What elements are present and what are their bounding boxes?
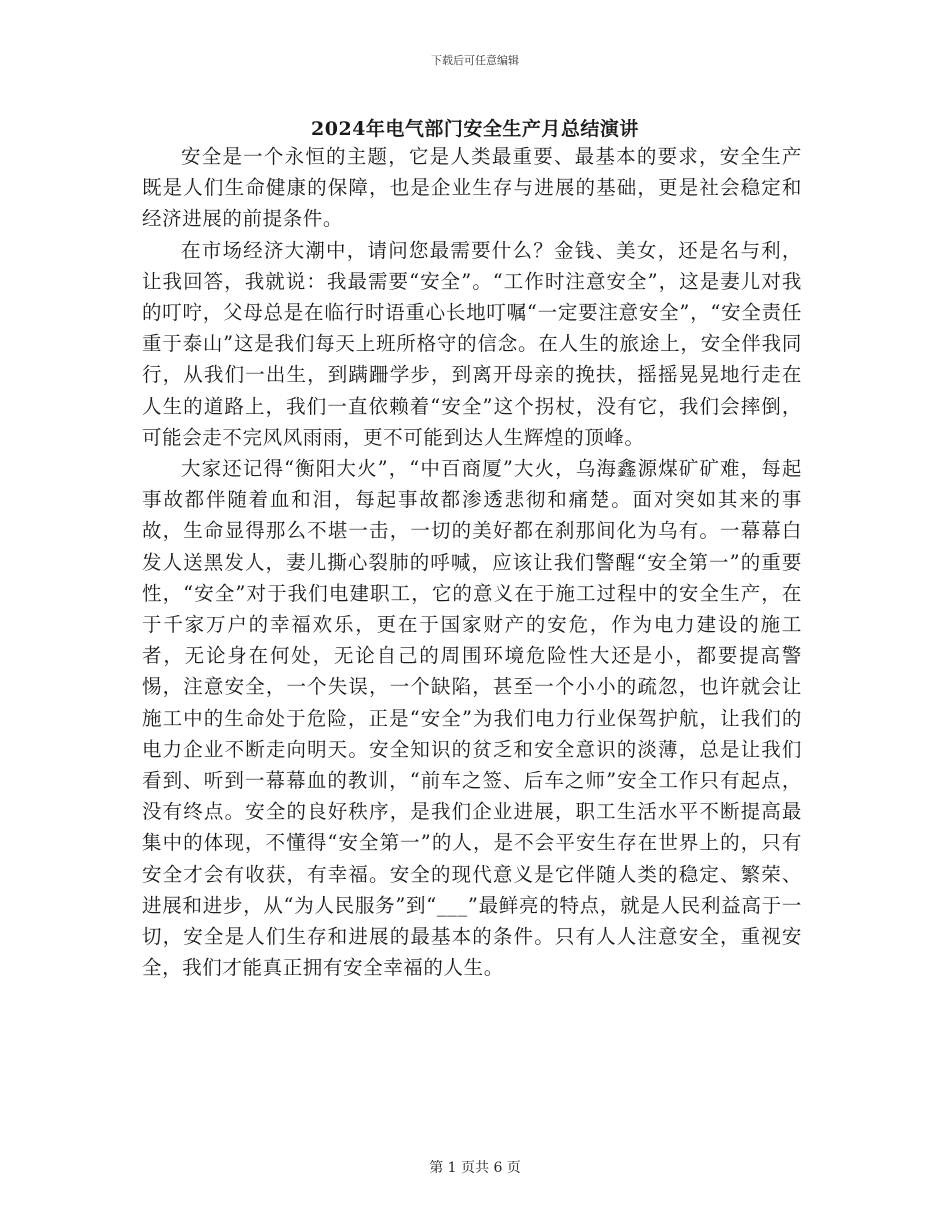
document-body (142, 141, 802, 983)
page-number-footer: 第 1 页共 6 页 (429, 1160, 521, 1176)
document-title: 2024年电气部门安全生产月总结演讲 (311, 118, 639, 140)
paragraph-1: 安全是一个永恒的主题，它是人类最重要、最基本的要求，安全生产既是人们生命健康的保障，也是企业生存与进展的基础，更是社会稳定和经济进展的前提条件。 (142, 145, 802, 231)
paragraph-3: 大家还记得“衡阳大火”，“中百商厦”大火，乌海鑫源煤矿矿难，每起事故都伴随着血和泪，每起事故都渗透悲彻和痛楚。面对突如其来的事故，生命显得那么不堪一击，一切的美好都在刹那间化为乌有。一幕幕白发人送黑发人，妻儿撕心裂肺的呼喊，应该让我们警醒“安全第一”的重要性，“安全”对于我们电建职工，它的意义在于施工过程中的安全生产，在于千家万户的幸福欢乐，更在于国家财产的安危，作为电力建设的施工者，无论身在何处，无论自己的周围环境危险性大还是小，都要提高警惕，注意安全，一个失误，一个缺陷，甚至一个小小的疏忽，也许就会让施工中的生命处于危险，正是“安全”为我们电力行业保驾护航，让我们的电力企业不断走向明天。安全知识的贫乏和安全意识的淡薄，总是让我们看到、听到一幕幕血的教训，“前车之签、后车之师”安全工作只有起点，没有终点。安全的良好秩序，是我们企业进展，职工生活水平不断提高最集中的体现，不懂得“安全第一”的人，是不会平安生存在世界上的，只有安全才会有收获，有幸福。安全的现代意义是它伴随人类的稳定、繁荣、进展和进步，从“为人民服务”到“___”最鲜亮的特点，就是人民利益高于一切，安全是人们生存和进展的最基本的条件。只有人人注意安全，重视安全，我们才能真正拥有安全幸福的人生。 (142, 457, 802, 980)
page-header-note: 下载后可任意编辑 (431, 54, 519, 67)
paragraph-2: 在市场经济大潮中，请问您最需要什么？金钱、美女，还是名与利，让我回答，我就说：我最需要“安全”。“工作时注意安全”，这是妻儿对我的叮咛，父母总是在临行时语重心长地叮嘱“一定要注意安全”，“安全责任重于泰山”这是我们每天上班所格守的信念。在人生的旅途上，安全伴我同行，从我们一出生，到蹒跚学步，到离开母亲的挽扶，摇摇晃晃地行走在人生的道路上，我们一直依赖着“安全”这个拐杖，没有它，我们会摔倒，可能会走不完风风雨雨，更不可能到达人生辉煌的顶峰。 (142, 238, 802, 449)
